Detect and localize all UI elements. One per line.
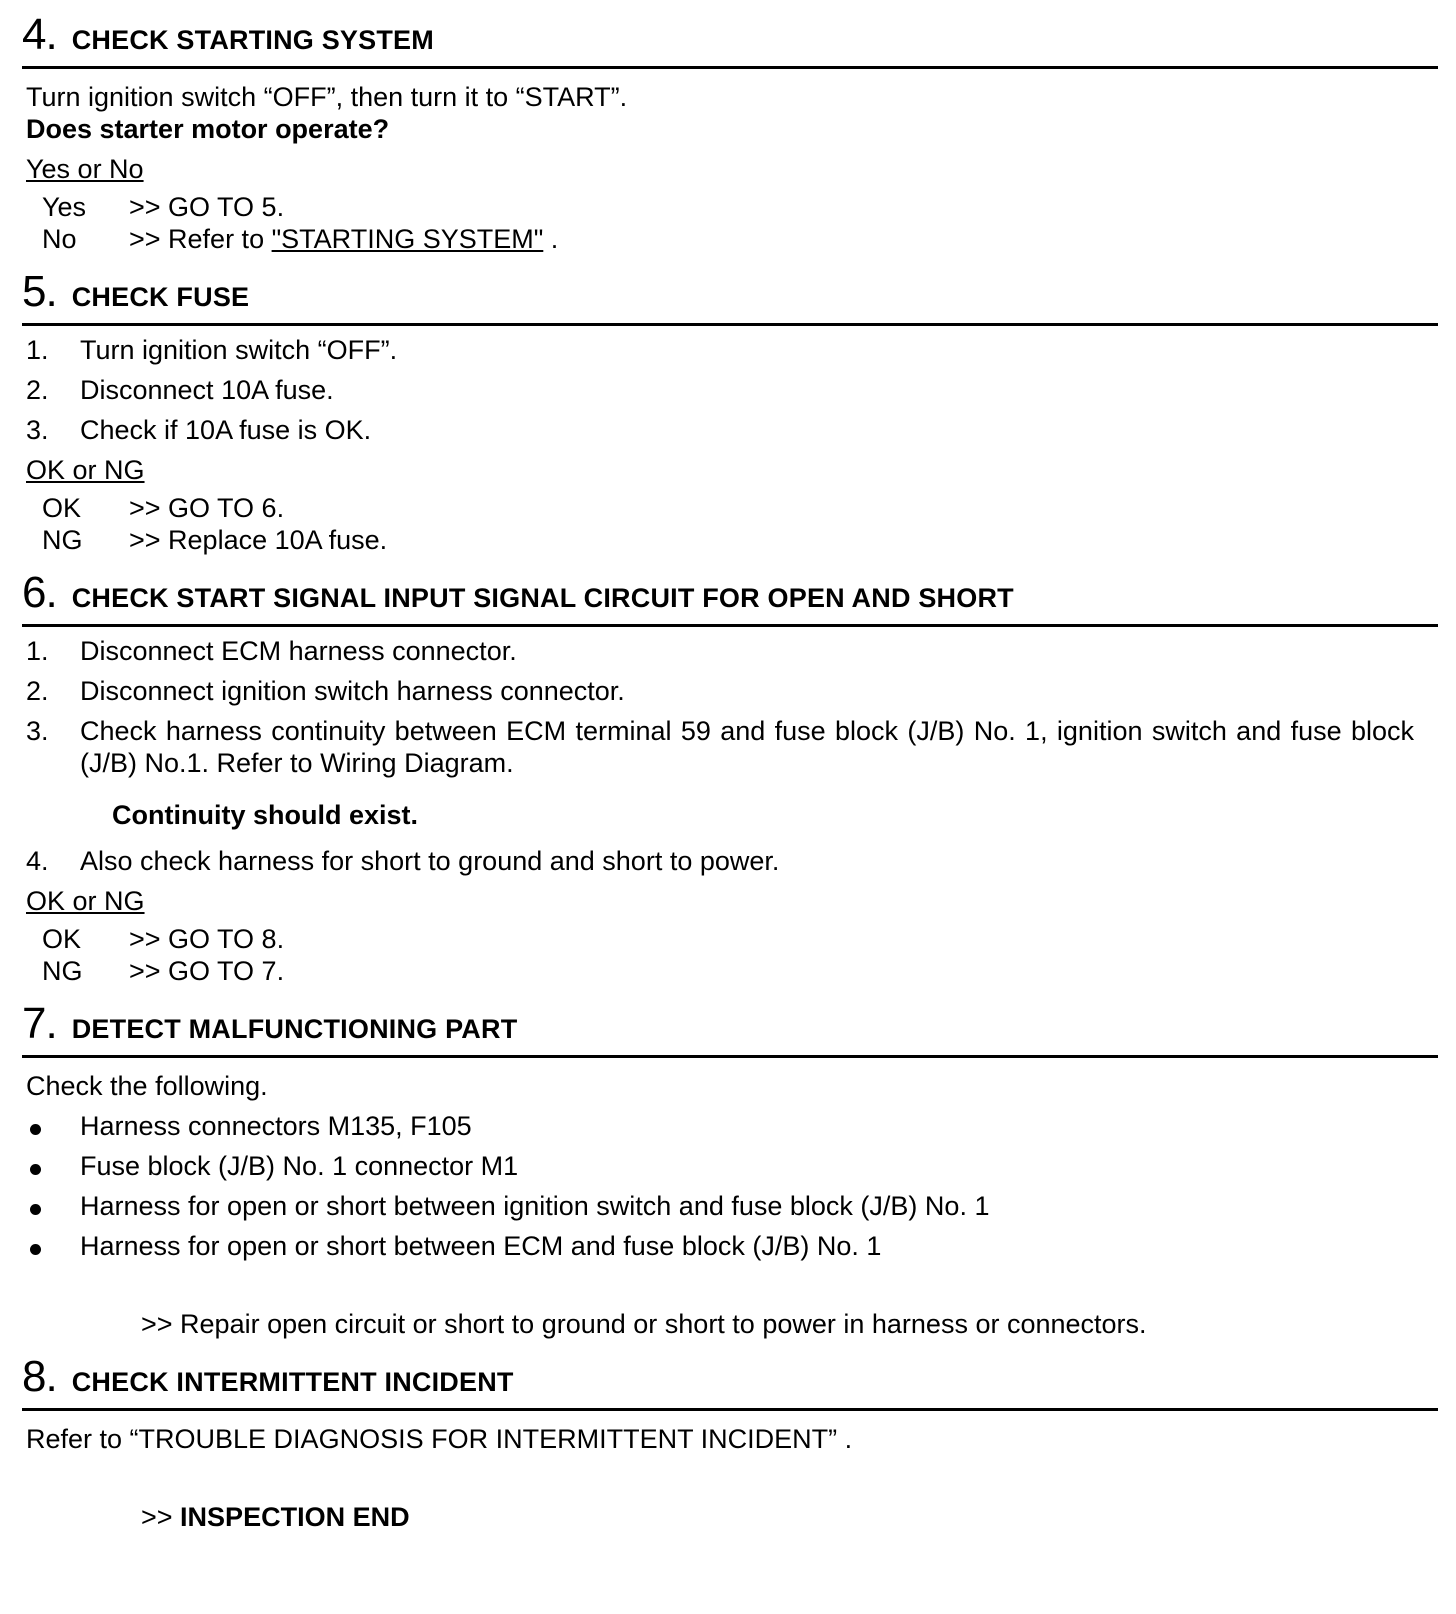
step-header: 7 . DETECT MALFUNCTIONING PART bbox=[22, 987, 1438, 1058]
step-5 bbox=[22, 255, 1438, 556]
result-label: OK or NG bbox=[26, 455, 145, 485]
bullet-icon bbox=[26, 1150, 80, 1182]
result-row: OK >> GO TO 8. bbox=[42, 924, 285, 954]
spec-note: Continuity should exist. bbox=[112, 800, 419, 830]
step-title: DETECT MALFUNCTIONING PART bbox=[71, 1014, 518, 1044]
result-row bbox=[26, 191, 1438, 223]
list-item: 2. Disconnect 10A fuse. bbox=[26, 375, 334, 405]
result-key: Yes bbox=[42, 192, 87, 222]
list-item: 3. Check harness continuity between ECM terminal 59 and fuse block (J/B) No. 1, ignition switch and fuse block (J/B) No.1. Refer to Wiring Diagram. bbox=[26, 716, 1414, 778]
list-item: Fuse block (J/B) No. 1 connector M1 bbox=[26, 1150, 1438, 1182]
page bbox=[22, 0, 1438, 1533]
bullet-icon bbox=[26, 1110, 80, 1142]
result-row: NG >> Replace 10A fuse. bbox=[42, 525, 388, 555]
inspection-end: >> INSPECTION END bbox=[141, 1502, 410, 1532]
result-key: No bbox=[42, 224, 77, 254]
step-number: 5 bbox=[22, 267, 46, 316]
step-instruction: Refer to “TROUBLE DIAGNOSIS FOR INTERMITTENT INCIDENT” . bbox=[26, 1424, 853, 1454]
bullet-icon bbox=[26, 1190, 80, 1222]
step-number: 6 bbox=[22, 568, 46, 617]
step-header: 5 . CHECK FUSE bbox=[22, 255, 1438, 326]
step-title: CHECK STARTING SYSTEM bbox=[71, 25, 434, 55]
result-label: OK or NG bbox=[26, 886, 145, 916]
step-8 bbox=[22, 1340, 1438, 1533]
starting-system-link[interactable]: "STARTING SYSTEM" bbox=[271, 224, 544, 254]
step-instruction: Check the following. bbox=[26, 1071, 268, 1101]
step-number: 4 bbox=[22, 10, 46, 59]
list-item: Harness for open or short between ECM and fuse block (J/B) No. 1 bbox=[26, 1230, 1438, 1262]
result-row: OK >> GO TO 6. bbox=[42, 493, 285, 523]
result-action: >> Refer to "STARTING SYSTEM" . bbox=[129, 224, 559, 254]
step-4 bbox=[22, 0, 1438, 255]
list-item: Harness for open or short between ignition switch and fuse block (J/B) No. 1 bbox=[26, 1190, 1438, 1222]
step-6 bbox=[22, 556, 1438, 987]
step-number: 7 bbox=[22, 999, 46, 1048]
step-title: CHECK INTERMITTENT INCIDENT bbox=[71, 1367, 514, 1397]
result-label: Yes or No bbox=[26, 154, 144, 184]
list-item: 4. Also check harness for short to ground and short to power. bbox=[26, 846, 780, 876]
list-item: 1. Turn ignition switch “OFF”. bbox=[26, 335, 398, 365]
step-question: Does starter motor operate? bbox=[26, 114, 390, 144]
step-header: 6 . CHECK START SIGNAL INPUT SIGNAL CIRCUIT FOR OPEN AND SHORT bbox=[22, 556, 1438, 627]
list-item: 1. Disconnect ECM harness connector. bbox=[26, 636, 517, 666]
result-row: NG >> GO TO 7. bbox=[42, 956, 285, 986]
repair-action: >> Repair open circuit or short to ground or short to power in harness or connectors. bbox=[141, 1309, 1147, 1339]
bullet-icon bbox=[26, 1230, 80, 1262]
step-header: 4 . CHECK STARTING SYSTEM bbox=[22, 0, 1438, 69]
step-instruction: Turn ignition switch “OFF”, then turn it to “START”. bbox=[26, 82, 628, 112]
step-header: 8 . CHECK INTERMITTENT INCIDENT bbox=[22, 1340, 1438, 1411]
step-title: CHECK FUSE bbox=[71, 282, 250, 312]
step-number: 8 bbox=[22, 1352, 46, 1401]
list-item: 3. Check if 10A fuse is OK. bbox=[26, 415, 372, 445]
result-action: >> GO TO 5. bbox=[129, 192, 285, 222]
step-title: CHECK START SIGNAL INPUT SIGNAL CIRCUIT FOR OPEN AND SHORT bbox=[71, 583, 1014, 613]
result-row bbox=[26, 223, 1438, 255]
step-7 bbox=[22, 987, 1438, 1340]
list-item: Harness connectors M135, F105 bbox=[26, 1110, 1438, 1142]
list-item: 2. Disconnect ignition switch harness connector. bbox=[26, 676, 625, 706]
